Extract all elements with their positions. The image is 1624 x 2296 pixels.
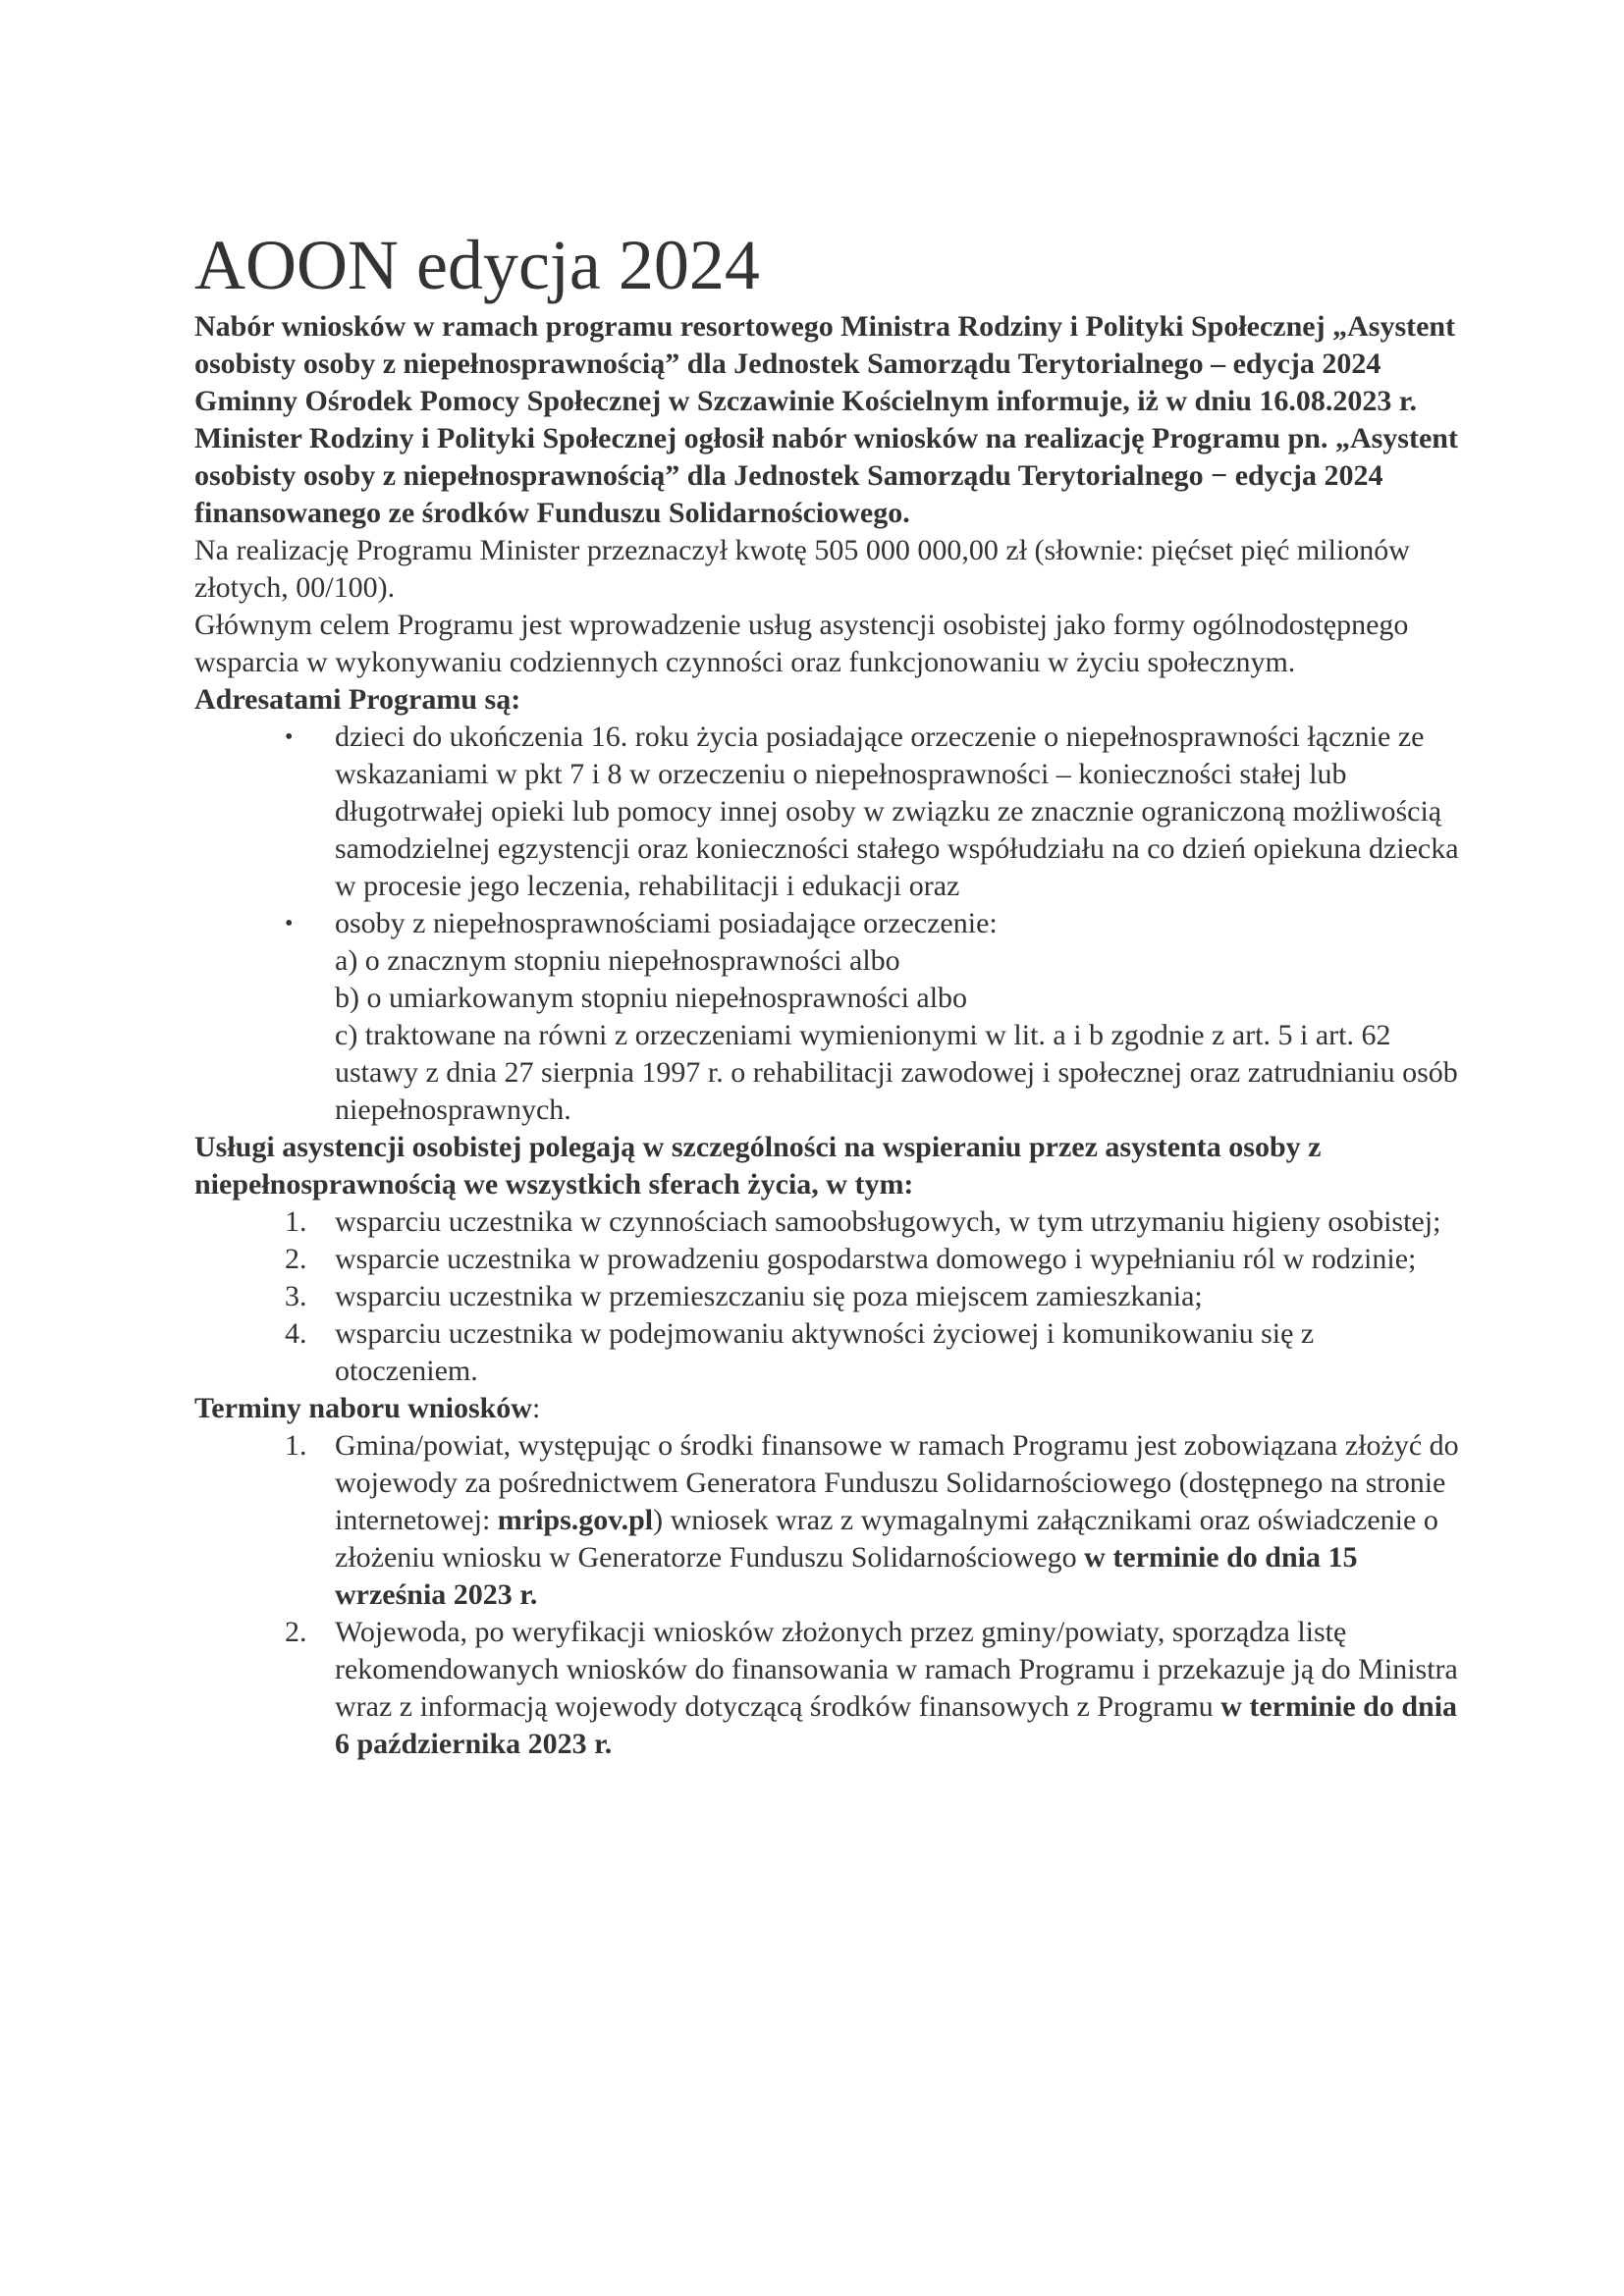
document-page — [194, 224, 1461, 1763]
addressee-text: osoby z niepełnosprawnościami posiadające orzeczenie: — [335, 907, 998, 939]
addressee-sub-a: a) o znacznym stopniu niepełnosprawności albo — [335, 944, 900, 977]
announcement-paragraph: Gminny Ośrodek Pomocy Społecznej w Szczawinie Kościelnym informuje, iż w dniu 16.08.2023 r. Minister Rodziny i Polityki Społecznej ogłosił nabór wniosków na realizację Programu pn. „Asystent osobisty osoby z niepełnosprawnością” dla Jednostek Samorządu Terytorialnego − edycja 2024 finansowanego ze środków Funduszu Solidarnościowego. — [194, 385, 1458, 529]
addressees-list — [194, 719, 1461, 1129]
deadlines-heading-text: Terminy naboru wniosków — [194, 1392, 532, 1424]
deadline-text: Gmina/powiat, występując o środki finansowe w ramach Programu jest zobowiązana złożyć do wojewody za pośrednictwem Generatora Funduszu Solidarnościowego (dostępnego na stronie internetowej: — [335, 1429, 1459, 1536]
list-number: 4. — [285, 1317, 307, 1350]
list-number: 2. — [285, 1616, 307, 1648]
deadline-text: Wojewoda, po weryfikacji wniosków złożonych przez gminy/powiaty, sporządza listę rekomendowanych wniosków do finansowania w ramach Programu i przekazuje ją do Ministra wraz z informacją wojewody dotyczącą środków finansowych z Programu — [335, 1616, 1458, 1723]
list-item — [194, 1315, 1461, 1390]
service-text: wsparciu uczestnika w czynnościach samoobsługowych, w tym utrzymaniu higieny osobistej; — [335, 1205, 1441, 1238]
list-number: 1. — [285, 1429, 307, 1462]
services-heading: Usługi asystencji osobistej polegają w szczególności na wspieraniu przez asystenta osoby z niepełnosprawnością we wszystkich sferach życia, w tym: — [194, 1131, 1322, 1201]
page-title: AOON edycja 2024 — [194, 226, 760, 304]
list-item — [194, 1278, 1461, 1315]
deadlines-heading-colon: : — [531, 1392, 541, 1424]
list-number: 3. — [285, 1280, 307, 1312]
addressees-heading: Adresatami Programu są: — [194, 683, 521, 716]
addressee-text: dzieci do ukończenia 16. roku życia posiadające orzeczenie o niepełnosprawności łącznie ze wskazaniami w pkt 7 i 8 w orzeczeniu o niepełnosprawności – konieczności stałej lub długotrwałej opieki lub pomocy innej osoby w związku ze znacznie ograniczoną możliwością samodzielnej egzystencji oraz konieczności stałego współudziału na co dzień opiekuna dziecka w procesie jego leczenia, rehabilitacji i edukacji oraz — [335, 721, 1459, 902]
list-number: 2. — [285, 1243, 307, 1275]
deadlines-heading — [194, 1390, 1461, 1427]
service-text: wsparcie uczestnika w prowadzeniu gospodarstwa domowego i wypełnianiu ról w rodzinie; — [335, 1243, 1417, 1275]
list-item — [194, 1427, 1461, 1614]
list-item — [194, 905, 1461, 1129]
deadlines-list — [194, 1427, 1461, 1763]
list-item — [194, 1241, 1461, 1278]
services-list — [194, 1203, 1461, 1390]
list-number: 1. — [285, 1205, 307, 1238]
service-text: wsparciu uczestnika w przemieszczaniu się poza miejscem zamieszkania; — [335, 1280, 1203, 1312]
deadline-date: w terminie do dnia 6 października 2023 r. — [335, 1690, 1458, 1760]
goal-paragraph: Głównym celem Programu jest wprowadzenie usług asystencji osobistej jako formy ogólnodostępnego wsparcia w wykonywaniu codziennych czynności oraz funkcjonowaniu w życiu społecznym. — [194, 609, 1409, 678]
service-text: wsparciu uczestnika w podejmowaniu aktywności życiowej i komunikowaniu się z otoczeniem. — [335, 1317, 1315, 1387]
intro-heading: Nabór wniosków w ramach programu resortowego Ministra Rodziny i Polityki Społecznej „Asystent osobisty osoby z niepełnosprawnością” dla Jednostek Samorządu Terytorialnego – edycja 2024 — [194, 310, 1456, 380]
addressee-sub-b: b) o umiarkowanym stopniu niepełnosprawności albo — [335, 982, 968, 1014]
list-item — [194, 1614, 1461, 1763]
list-item — [194, 719, 1461, 905]
deadline-date: w terminie do dnia 15 września 2023 r. — [335, 1541, 1358, 1611]
deadline-text-cont: ) wniosek wraz z wymagalnymi załącznikami oraz oświadczenie o złożeniu wniosku w Generatorze Funduszu Solidarnościowego — [335, 1504, 1438, 1574]
funding-paragraph: Na realizację Programu Minister przeznaczył kwotę 505 000 000,00 zł (słownie: pięćset pięć milionów złotych, 00/100). — [194, 534, 1410, 604]
list-item — [194, 1203, 1461, 1241]
mrips-link[interactable]: mrips.gov.pl — [497, 1504, 654, 1536]
addressee-sub-c: c) traktowane na równi z orzeczeniami wymienionymi w lit. a i b zgodnie z art. 5 i art. 62 ustawy z dnia 27 sierpnia 1997 r. o rehabilitacji zawodowej i społecznej oraz zatrudnianiu osób niepełnosprawnych. — [335, 1019, 1458, 1126]
